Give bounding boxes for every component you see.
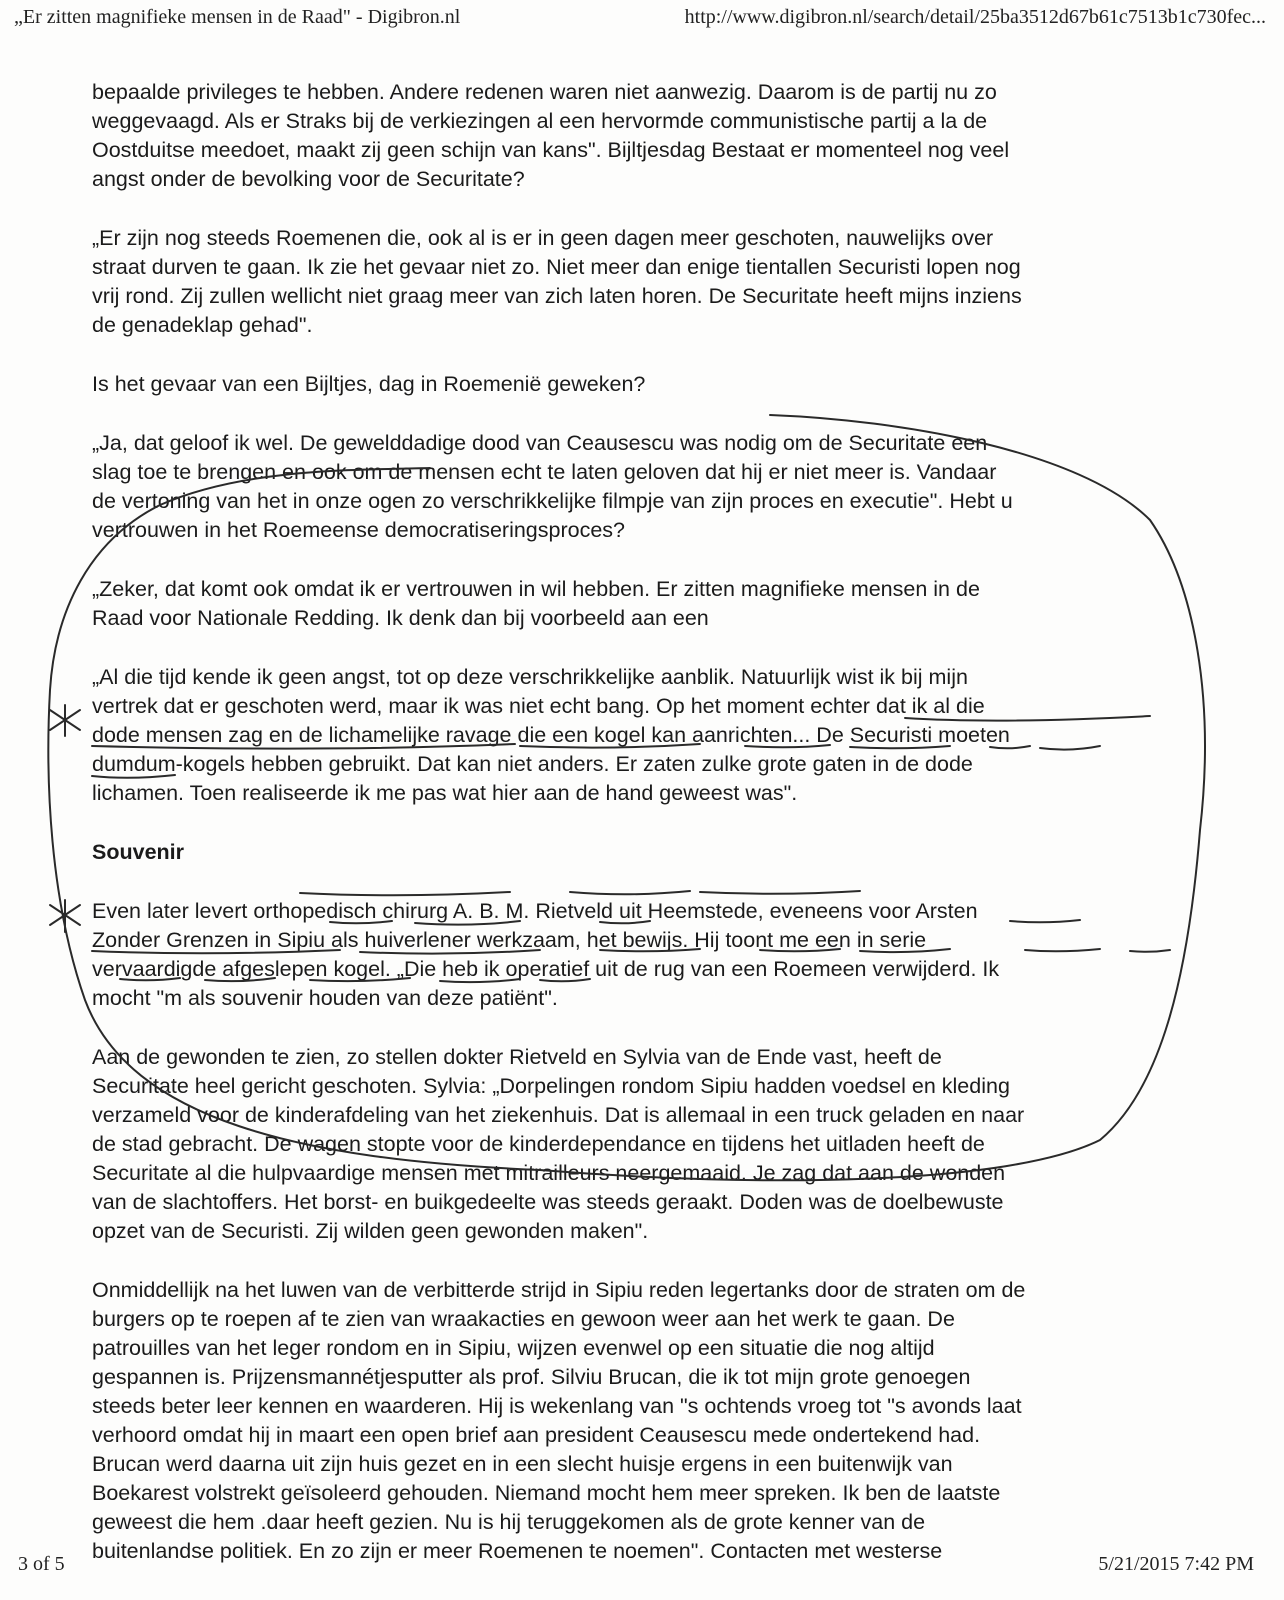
page-header-url: http://www.digibron.nl/search/detail/25ba3512d67b61c7513b1c730fec... bbox=[684, 6, 1266, 28]
article-paragraph: Is het gevaar van een Bijltjes, dag in Roemenië geweken? bbox=[92, 372, 646, 396]
article-paragraph: Even later levert orthopedisch chirurg A. B. M. Rietveld uit Heemstede, eveneens voor Arsten Zonder Grenzen in Sipiu als huiverlener werkzaam, het bewijs. Hij toont me een in serie vervaardigde afgeslepen kogel. „Die heb ik operatief uit de rug van een Roemeen verwijderd. Ik mocht "m als souvenir houden van deze patiënt". bbox=[92, 899, 1000, 1010]
star-mark-icon bbox=[50, 900, 80, 932]
article-paragraph: bepaalde privileges te hebben. Andere redenen waren niet aanwezig. Daarom is de partij nu zo weggevaagd. Als er Straks bij de verkiezingen al een hervormde communistische partij a la de Oostduitse meedoet, maakt zij geen schijn van kans". Bijltjesdag Bestaat er momenteel nog veel angst onder de bevolking voor de Securitate? bbox=[92, 80, 1010, 191]
page-header-title: „Er zitten magnifieke mensen in de Raad" - Digibron.nl bbox=[14, 6, 461, 28]
article-body bbox=[92, 78, 1222, 1566]
article-paragraph: „Er zijn nog steeds Roemenen die, ook al is er in geen dagen meer geschoten, nauwelijks over straat durven te gaan. Ik zie het gevaar niet zo. Niet meer dan enige tientallen Securisti lopen nog vrij rond. Zij zullen wellicht niet graag meer van zich laten horen. De Securitate heeft mijns inziens de genadeklap gehad". bbox=[92, 226, 1022, 337]
page-footer-page-number: 3 of 5 bbox=[18, 1553, 65, 1575]
article-paragraph: „Al die tijd kende ik geen angst, tot op deze verschrikkelijke aanblik. Natuurlijk wist ik bij mijn vertrek dat er geschoten werd, maar ik was niet echt bang. Op het moment echter dat ik al die dode mensen zag en de lichamelijke ravage die een kogel kan aanrichten... De Securisti moeten dumdum-kogels hebben gebruikt. Dat kan niet anders. Er zaten zulke grote gaten in de dode lichamen. Toen realiseerde ik me pas wat hier aan de hand geweest was". bbox=[92, 665, 1010, 805]
section-heading: Souvenir bbox=[92, 840, 184, 864]
star-mark-icon bbox=[50, 705, 80, 736]
article-paragraph: Aan de gewonden te zien, zo stellen dokter Rietveld en Sylvia van de Ende vast, heeft de Securitate heel gericht geschoten. Sylvia: „Dorpelingen rondom Sipiu hadden voedsel en kleding verzameld voor de kinderafdeling van het ziekenhuis. Dat is allemaal in een truck geladen en naar de stad gebracht. De wagen stopte voor de kinderdependance en tijdens het uitladen heeft de Securitate al die hulpvaardige mensen met mitrailleurs neergemaaid. Je zag dat aan de wonden van de slachtoffers. Het borst- en buikgedeelte was steeds geraakt. Doden was de doelbewuste opzet van de Securisti. Zij wilden geen gewonden maken". bbox=[92, 1045, 1025, 1243]
page-footer-datetime: 5/21/2015 7:42 PM bbox=[1098, 1553, 1254, 1575]
article-paragraph: „Zeker, dat komt ook omdat ik er vertrouwen in wil hebben. Er zitten magnifieke mensen in de Raad voor Nationale Redding. Ik denk dan bij voorbeeld aan een bbox=[92, 577, 980, 630]
article-paragraph: „Ja, dat geloof ik wel. De gewelddadige dood van Ceausescu was nodig om de Securitate een slag toe te brengen en ook om de mensen echt te laten geloven dat hij er niet meer is. Vandaar de vertoning van het in onze ogen zo verschrikkelijke filmpje van zijn proces en executie". Hebt u vertrouwen in het Roemeense democratiseringsproces? bbox=[92, 431, 1013, 542]
article-paragraph: Onmiddellijk na het luwen van de verbitterde strijd in Sipiu reden legertanks door de straten om de burgers op te roepen af te zien van wraakacties en gewoon weer aan het werk te gaan. De patrouilles van het leger rondom en in Sipiu, wijzen evenwel op een situatie die nog altijd gespannen is. Prijzensmannétjesputter als prof. Silviu Brucan, die ik tot mijn grote genoegen steeds beter leer kennen en waarderen. Hij is wekenlang van "s ochtends vroeg tot "s avonds laat verhoord omdat hij in maart een open brief aan president Ceausescu mede ondertekend had. Brucan werd daarna uit zijn huis gezet en in een slecht huisje ergens in een buitenwijk van Boekarest volstrekt geïsoleerd gehouden. Niemand mocht hem meer spreken. Ik ben de laatste geweest die hem .daar heeft gezien. Nu is hij teruggekomen als de grote kenner van de buitenlandse politiek. En zo zijn er meer Roemenen te noemen". Contacten met westerse bbox=[92, 1278, 1026, 1563]
